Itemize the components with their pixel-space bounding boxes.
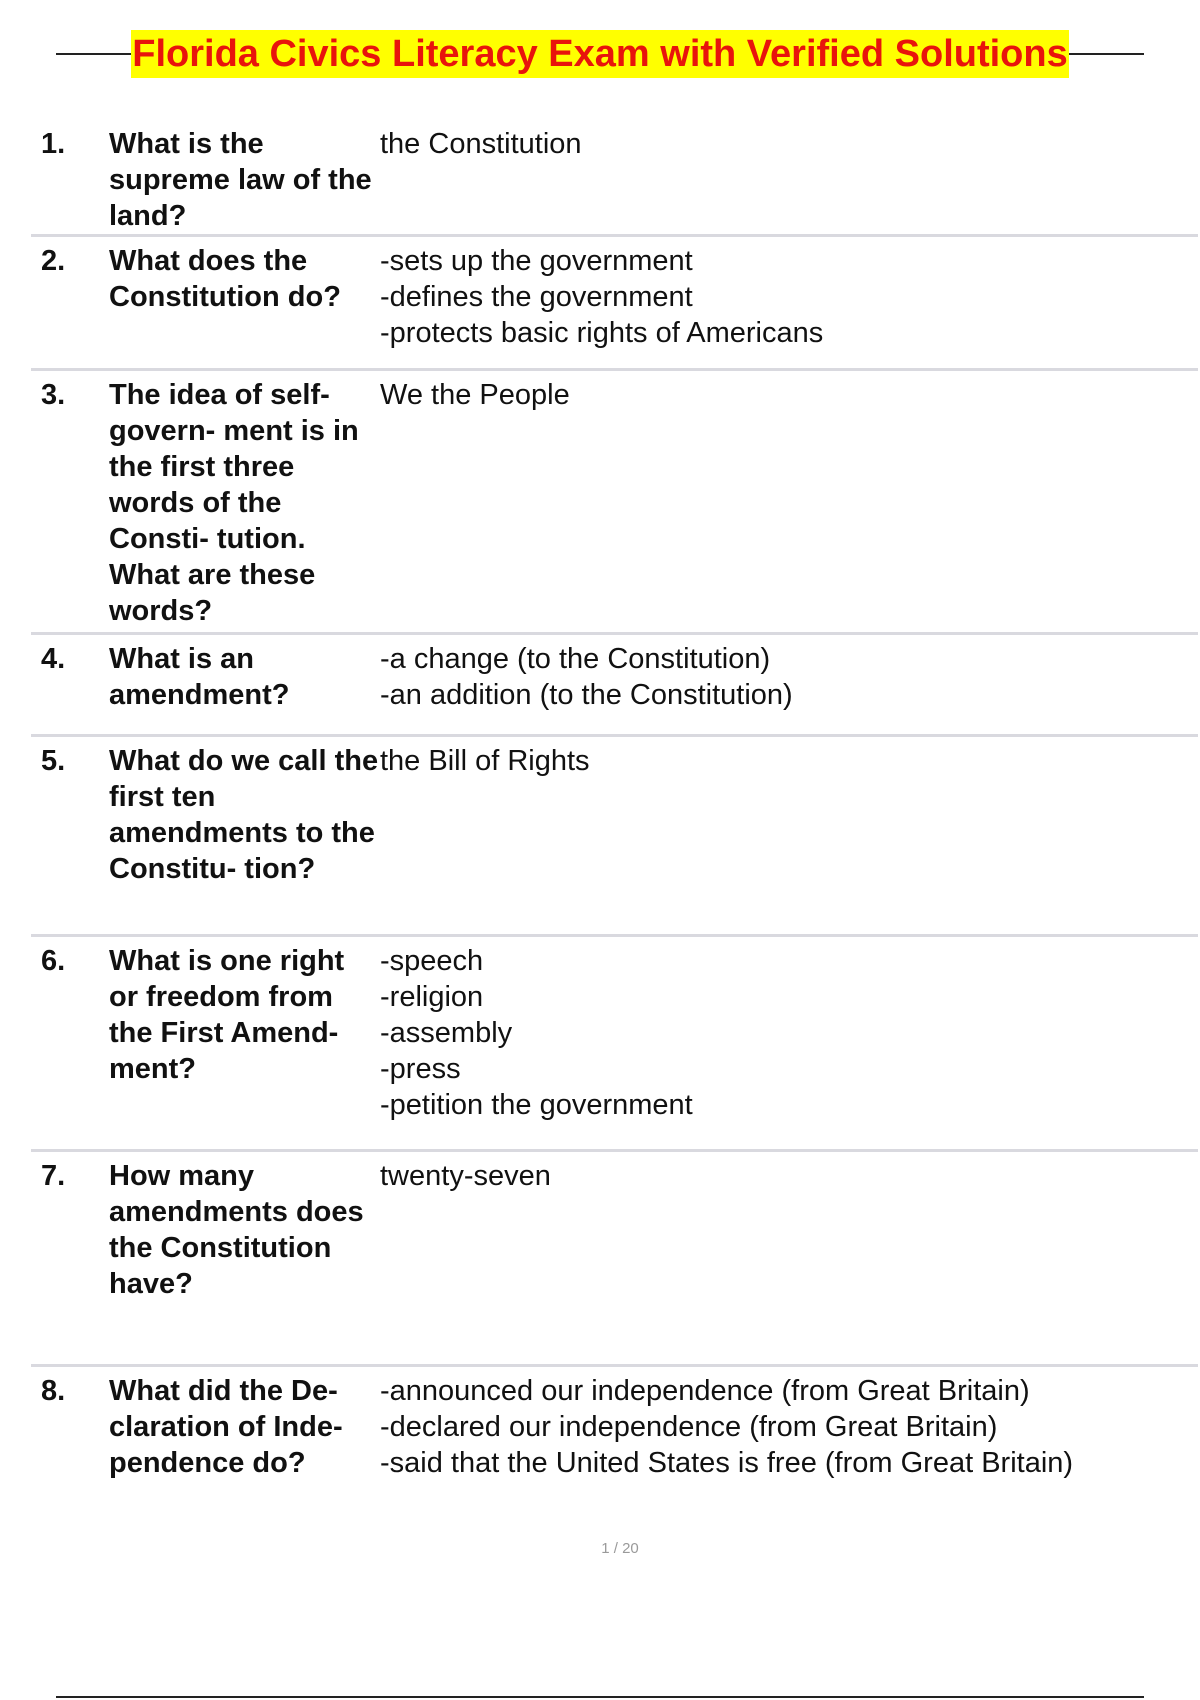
answer-line: -declared our independence (from Great Britain) (380, 1411, 998, 1443)
answer-text (380, 641, 1198, 713)
answer-line: -said that the United States is free (from Great Britain) (380, 1447, 1074, 1479)
qa-row (31, 737, 1198, 937)
question-number: 8. (41, 1375, 66, 1407)
answer-line: -protects basic rights of Americans (380, 317, 824, 349)
answer-line: twenty-seven (380, 1160, 551, 1192)
qa-row (31, 237, 1198, 371)
answer-text (380, 743, 1198, 779)
question-text: What did the De- claration of Inde- pendence do? (109, 1375, 343, 1479)
answer-line: -announced our independence (from Great Britain) (380, 1375, 1030, 1407)
answer-line: -an addition (to the Constitution) (380, 679, 793, 711)
answer-line: -assembly (380, 1017, 513, 1049)
answer-text (380, 1158, 1198, 1194)
question-number: 2. (41, 245, 66, 277)
answer-text (380, 943, 1198, 1123)
document-header (56, 26, 1144, 82)
qa-list (31, 120, 1198, 1493)
question-text: How many amendments does the Constitution have? (109, 1160, 364, 1300)
answer-line: the Bill of Rights (380, 745, 590, 777)
bottom-rule (56, 1696, 1144, 1698)
answer-line: -petition the government (380, 1089, 693, 1121)
answer-line: We the People (380, 379, 570, 411)
question-text: What is the supreme law of the land? (109, 128, 372, 232)
answer-line: -a change (to the Constitution) (380, 643, 771, 675)
question-number: 3. (41, 379, 66, 411)
question-number: 6. (41, 945, 66, 977)
page-indicator: 1 / 20 (601, 1540, 639, 1557)
question-text: What is one right or freedom from the First Amend- ment? (109, 945, 345, 1085)
answer-text (380, 377, 1198, 413)
answer-line: -sets up the government (380, 245, 693, 277)
question-text: The idea of self-govern- ment is in the first three words of the Consti- tution. What are these words? (109, 379, 359, 627)
qa-row (31, 371, 1198, 635)
answer-text (380, 126, 1198, 162)
title-rule-right (1069, 53, 1144, 55)
qa-row (31, 937, 1198, 1152)
answer-line: the Constitution (380, 128, 582, 160)
answer-line: -defines the government (380, 281, 693, 313)
answer-line: -religion (380, 981, 484, 1013)
question-number: 4. (41, 643, 66, 675)
question-text: What do we call the first ten amendments to the Constitu- tion? (109, 745, 379, 885)
qa-row (31, 635, 1198, 737)
answer-text (380, 1373, 1198, 1481)
title-rule-left (56, 53, 131, 55)
question-number: 5. (41, 745, 66, 777)
question-text: What does the Constitution do? (109, 245, 341, 313)
answer-text (380, 243, 1198, 351)
answer-line: -speech (380, 945, 484, 977)
question-text: What is an amendment? (109, 643, 290, 711)
qa-row (31, 1152, 1198, 1367)
document-title: Florida Civics Literacy Exam with Verified Solutions (131, 30, 1069, 78)
qa-row (31, 120, 1198, 237)
answer-line: -press (380, 1053, 461, 1085)
qa-row (31, 1367, 1198, 1493)
question-number: 1. (41, 128, 66, 160)
question-number: 7. (41, 1160, 66, 1192)
